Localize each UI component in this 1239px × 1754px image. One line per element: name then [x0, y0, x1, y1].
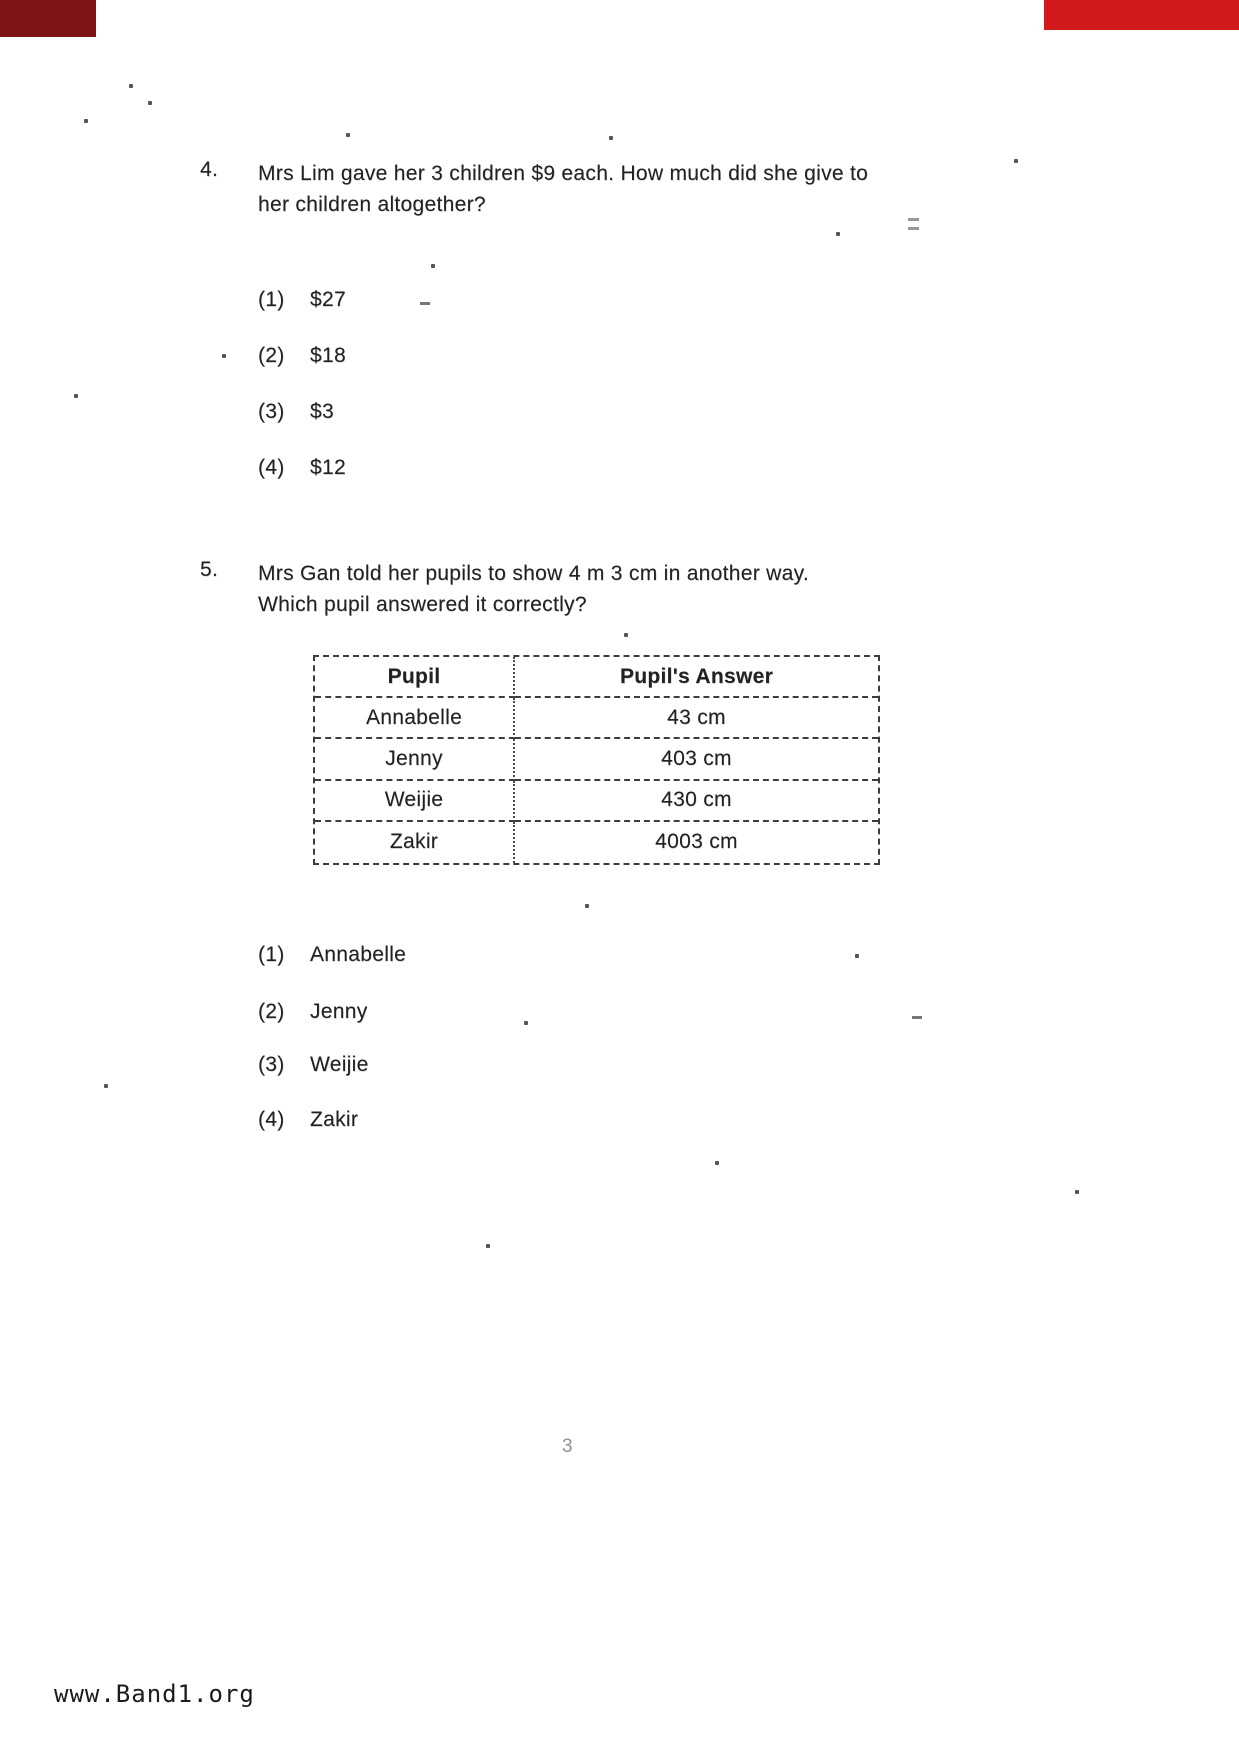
question-5-line2: Which pupil answered it correctly? [258, 593, 587, 616]
q4-option-3 [258, 400, 334, 424]
table-row-annabelle-answer: 43 cm [515, 698, 878, 739]
q5-option-3-label: (3) [258, 1053, 285, 1076]
q4-option-1 [258, 288, 346, 312]
q4-option-2 [258, 344, 346, 368]
noise-dot [609, 136, 613, 140]
watermark-url: www.Band1.org [54, 1680, 255, 1708]
noise-dot [431, 264, 435, 268]
noise-dot [624, 633, 628, 637]
q5-option-4 [258, 1108, 358, 1132]
page-number: 3 [562, 1436, 573, 1457]
noise-dot [346, 133, 350, 137]
noise-dot [585, 904, 589, 908]
table-row-weijie-answer: 430 cm [515, 781, 878, 822]
table-row-weijie-name: Weijie [315, 781, 515, 822]
table-row-jenny-answer: 403 cm [515, 739, 878, 780]
pupil-answer-table [313, 655, 880, 865]
table-header-pupil: Pupil [315, 657, 515, 698]
q5-option-4-label: (4) [258, 1108, 285, 1131]
q4-option-4 [258, 456, 346, 480]
q4-option-4-label: (4) [258, 456, 285, 479]
q4-option-3-value: $3 [310, 400, 334, 423]
noise-dot [148, 101, 152, 105]
q5-option-3-value: Weijie [310, 1053, 369, 1076]
q5-option-1-value: Annabelle [310, 943, 407, 966]
scan-mark-top-right [1044, 0, 1239, 30]
q4-option-2-label: (2) [258, 344, 285, 367]
table-row-zakir-answer: 4003 cm [655, 830, 738, 854]
table-header-answer: Pupil's Answer [515, 657, 878, 698]
q5-option-1 [258, 943, 406, 967]
question-4-number: 4. [200, 158, 219, 181]
q5-option-2 [258, 1000, 368, 1024]
question-5-line1: Mrs Gan told her pupils to show 4 m 3 cm in another way. [258, 562, 809, 585]
q4-option-1-value: $27 [310, 288, 346, 311]
noise-dot [524, 1021, 528, 1025]
q5-option-2-value: Jenny [310, 1000, 368, 1023]
noise-dot [84, 119, 88, 123]
q4-option-4-value: $12 [310, 456, 346, 479]
noise-dot [222, 354, 226, 358]
scan-mark-top-left [0, 0, 96, 37]
question-4-line1: Mrs Lim gave her 3 children $9 each. How much did she give to [258, 162, 869, 185]
noise-dot [129, 84, 133, 88]
noise-dash [420, 302, 430, 305]
noise-dot [836, 232, 840, 236]
scan-artifact-equals [908, 218, 919, 230]
table-row-jenny-name: Jenny [315, 739, 515, 780]
noise-dot [715, 1161, 719, 1165]
q5-option-2-label: (2) [258, 1000, 285, 1023]
question-4-line2: her children altogether? [258, 193, 486, 216]
noise-dot [1014, 159, 1018, 163]
question-5-number: 5. [200, 558, 219, 581]
q5-option-1-label: (1) [258, 943, 285, 966]
question-4-text [258, 158, 918, 220]
noise-dot [855, 954, 859, 958]
table-row-annabelle-name: Annabelle [315, 698, 515, 739]
q4-option-3-label: (3) [258, 400, 285, 423]
noise-dot [74, 394, 78, 398]
table-row-zakir-name: Zakir [315, 822, 515, 863]
q4-option-2-value: $18 [310, 344, 346, 367]
q5-option-4-value: Zakir [310, 1108, 359, 1131]
noise-dot [104, 1084, 108, 1088]
question-5-text [258, 558, 918, 620]
noise-dash [912, 1016, 922, 1019]
noise-dot [1075, 1190, 1079, 1194]
q5-option-3 [258, 1053, 369, 1077]
q4-option-1-label: (1) [258, 288, 285, 311]
noise-dot [486, 1244, 490, 1248]
